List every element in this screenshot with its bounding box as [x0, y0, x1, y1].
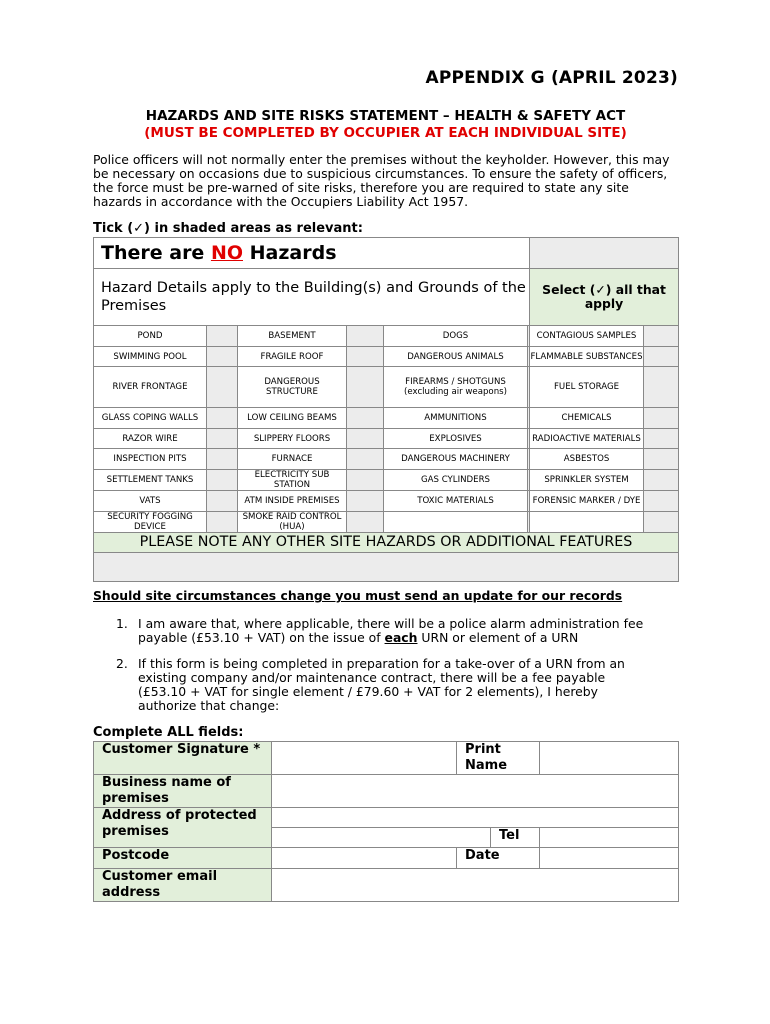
hazard-checkbox[interactable] — [347, 429, 384, 449]
date-label: Date — [457, 848, 540, 869]
other-features-header: PLEASE NOTE ANY OTHER SITE HAZARDS OR ADDITIONAL FEATURES — [94, 533, 679, 553]
hazard-table — [93, 237, 679, 582]
hazard-label: BASEMENT — [238, 326, 347, 347]
print-name-label: Print Name — [457, 742, 540, 775]
hazard-label: FLAMMABLE SUBSTANCES — [530, 347, 644, 367]
hazard-label: SPRINKLER SYSTEM — [530, 470, 644, 491]
hazard-label: SMOKE RAID CONTROL (HUA) — [238, 512, 347, 533]
tel-input[interactable] — [540, 828, 679, 848]
hazard-checkbox[interactable] — [207, 326, 238, 347]
tel-label: Tel — [491, 828, 540, 848]
hazard-checkbox[interactable] — [644, 367, 679, 408]
hazard-checkbox[interactable] — [347, 408, 384, 429]
hazard-label: ASBESTOS — [530, 449, 644, 470]
hazard-checkbox[interactable] — [644, 449, 679, 470]
hazard-checkbox[interactable] — [347, 512, 384, 533]
hazard-label: AMMUNITIONS — [384, 408, 528, 429]
hazard-checkbox[interactable] — [644, 347, 679, 367]
customer-details-table — [93, 741, 679, 902]
hazard-checkbox[interactable] — [644, 470, 679, 491]
hazard-label: SETTLEMENT TANKS — [94, 470, 207, 491]
hazard-checkbox[interactable] — [644, 429, 679, 449]
intro-paragraph: Police officers will not normally enter the premises without the keyholder. However, this may be necessary on occasions due to suspicious circumstances. To ensure the safety of officers, the force must be pre-warned of site risks, therefore you are required to state any site hazards in accordance with the Occupiers Liability Act 1957. — [93, 152, 670, 209]
hazard-label — [384, 512, 528, 533]
customer-signature-input[interactable] — [272, 742, 457, 775]
hazard-checkbox[interactable] — [644, 408, 679, 429]
address-label: Address of protected premises — [94, 808, 272, 848]
hazard-checkbox[interactable] — [207, 408, 238, 429]
hazard-label: DANGEROUS MACHINERY — [384, 449, 528, 470]
form-title-block — [93, 108, 678, 142]
address-input-line-2[interactable] — [272, 828, 491, 848]
hazard-checkbox[interactable] — [347, 449, 384, 470]
hazard-checkbox[interactable] — [347, 326, 384, 347]
hazard-label: FURNACE — [238, 449, 347, 470]
select-all-header: Select (✓) all that apply — [530, 269, 679, 326]
hazard-checkbox[interactable] — [207, 491, 238, 512]
hazard-label: RADIOACTIVE MATERIALS — [530, 429, 644, 449]
hazard-label: EXPLOSIVES — [384, 429, 528, 449]
hazard-label: FORENSIC MARKER / DYE — [530, 491, 644, 512]
hazard-checkbox[interactable] — [207, 449, 238, 470]
complete-fields-heading: Complete ALL fields: — [93, 725, 244, 740]
hazard-label: POND — [94, 326, 207, 347]
hazard-checkbox[interactable] — [347, 347, 384, 367]
hazard-label: RIVER FRONTAGE — [94, 367, 207, 408]
hazard-checkbox[interactable] — [347, 367, 384, 408]
hazard-label: DOGS — [384, 326, 528, 347]
hazard-label: DANGEROUS ANIMALS — [384, 347, 528, 367]
hazard-label: RAZOR WIRE — [94, 429, 207, 449]
form-title: HAZARDS AND SITE RISKS STATEMENT – HEALTH & SAFETY ACT — [145, 108, 626, 124]
hazard-checkbox[interactable] — [644, 326, 679, 347]
hazard-label: DANGEROUS STRUCTURE — [238, 367, 347, 408]
hazard-label: GAS CYLINDERS — [384, 470, 528, 491]
hazard-label: VATS — [94, 491, 207, 512]
hazard-label: SWIMMING POOL — [94, 347, 207, 367]
hazard-label: FRAGILE ROOF — [238, 347, 347, 367]
hazard-checkbox[interactable] — [207, 367, 238, 408]
hazard-label: FIREARMS / SHOTGUNS (excluding air weapons) — [384, 367, 528, 408]
hazard-label: ATM INSIDE PREMISES — [238, 491, 347, 512]
hazard-label: SLIPPERY FLOORS — [238, 429, 347, 449]
email-input[interactable] — [272, 869, 679, 902]
hazard-checkbox[interactable] — [644, 491, 679, 512]
hazard-checkbox[interactable] — [207, 512, 238, 533]
hazard-checkbox[interactable] — [207, 429, 238, 449]
postcode-input[interactable] — [272, 848, 457, 869]
no-hazards-label: There are NO Hazards — [94, 238, 530, 269]
business-name-input[interactable] — [272, 775, 679, 808]
address-input[interactable] — [272, 808, 679, 828]
date-input[interactable] — [540, 848, 679, 869]
term-item-2: 2. If this form is being completed in preparation for a take-over of a URN from an existing company and/or maintenance contract, there will be a fee payable (£53.10 + VAT for single element / £79.60 + VAT for 2 elements), I hereby authorize that change: — [116, 656, 625, 713]
no-hazards-checkbox[interactable] — [530, 238, 679, 269]
hazard-label: GLASS COPING WALLS — [94, 408, 207, 429]
email-label: Customer email address — [94, 869, 272, 902]
form-subtitle: (MUST BE COMPLETED BY OCCUPIER AT EACH INDIVIDUAL SITE) — [144, 125, 627, 141]
hazard-label: ELECTRICITY SUB STATION — [238, 470, 347, 491]
hazard-label: INSPECTION PITS — [94, 449, 207, 470]
hazard-label: TOXIC MATERIALS — [384, 491, 528, 512]
print-name-input[interactable] — [540, 742, 679, 775]
hazard-checkbox[interactable] — [347, 491, 384, 512]
hazard-label: SECURITY FOGGING DEVICE — [94, 512, 207, 533]
update-notice: Should site circumstances change you must send an update for our records — [93, 588, 623, 603]
hazard-details-label: Hazard Details apply to the Building(s) and Grounds of the Premises — [94, 269, 530, 326]
hazard-checkbox[interactable] — [347, 470, 384, 491]
term-item-1: 1. I am aware that, where applicable, there will be a police alarm administration fee payable (£53.10 + VAT) on the issue of each URN or element of a URN — [116, 616, 644, 645]
other-features-input[interactable] — [94, 553, 679, 582]
appendix-label: APPENDIX G (APRIL 2023) — [425, 68, 678, 88]
postcode-label: Postcode — [94, 848, 272, 869]
hazard-label: CHEMICALS — [530, 408, 644, 429]
tick-instruction: Tick (✓) in shaded areas as relevant: — [93, 221, 363, 236]
hazard-checkbox[interactable] — [644, 512, 679, 533]
customer-signature-label: Customer Signature * — [94, 742, 272, 775]
hazard-label: FUEL STORAGE — [530, 367, 644, 408]
hazard-checkbox[interactable] — [207, 347, 238, 367]
hazard-label — [530, 512, 644, 533]
hazard-label: LOW CEILING BEAMS — [238, 408, 347, 429]
hazard-label: CONTAGIOUS SAMPLES — [530, 326, 644, 347]
hazard-checkbox[interactable] — [207, 470, 238, 491]
business-name-label: Business name of premises — [94, 775, 272, 808]
